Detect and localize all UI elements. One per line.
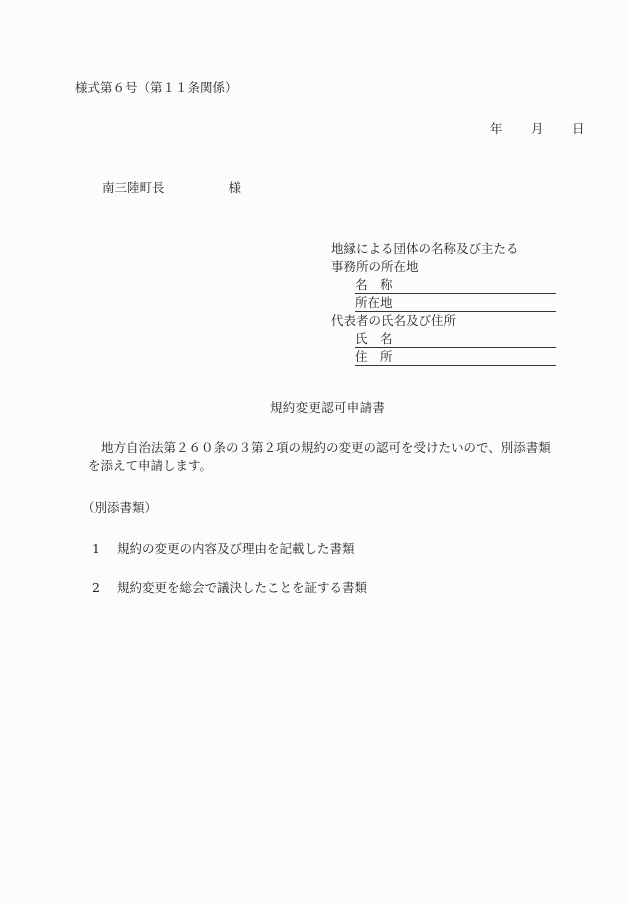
attachment-item xyxy=(92,579,367,597)
form-number: 様式第６号（第１１条関係） xyxy=(75,80,238,95)
representative-heading: 代表者の氏名及び住所 xyxy=(331,313,457,328)
date-month-label: 月 xyxy=(530,121,544,136)
attachment-number: 1 xyxy=(92,541,100,556)
addressee-honorific: 様 xyxy=(228,180,242,195)
org-address-label: 所在地 xyxy=(355,295,393,310)
applicant-heading-line1: 地縁による団体の名称及び主たる xyxy=(331,241,519,256)
date-line xyxy=(490,120,585,138)
body-line-1: 地方自治法第２６０条の３第２項の規約の変更の認可を受けたいので、別添書類 xyxy=(101,440,551,455)
rep-name-field[interactable] xyxy=(355,330,556,348)
rep-address-row xyxy=(331,348,561,366)
rep-name-label: 氏 名 xyxy=(355,331,393,346)
rep-address-field[interactable] xyxy=(355,348,556,366)
applicant-block xyxy=(331,240,561,366)
addressee-name: 南三陸町長 xyxy=(102,180,165,195)
document-title: 規約変更認可申請書 xyxy=(270,400,386,415)
attachments-heading: （別添書類） xyxy=(82,500,158,515)
applicant-heading-line2: 事務所の所在地 xyxy=(331,259,419,274)
attachment-number: 2 xyxy=(92,580,100,595)
date-year-label: 年 xyxy=(490,121,503,136)
body-line-2: を添えて申請します。 xyxy=(88,458,213,473)
org-name-row xyxy=(331,276,561,294)
attachment-item xyxy=(92,540,355,558)
body-paragraph xyxy=(88,439,588,475)
org-name-field[interactable] xyxy=(355,276,556,294)
date-day-label: 日 xyxy=(571,121,585,136)
attachment-text: 規約の変更の内容及び理由を記載した書類 xyxy=(117,541,355,556)
org-name-label: 名 称 xyxy=(355,277,393,292)
org-address-row xyxy=(331,294,561,312)
rep-name-row xyxy=(331,330,561,348)
attachment-text: 規約変更を総会で議決したことを証する書類 xyxy=(117,580,368,595)
org-address-field[interactable] xyxy=(355,294,556,312)
rep-address-label: 住 所 xyxy=(355,349,393,364)
addressee xyxy=(102,179,241,197)
